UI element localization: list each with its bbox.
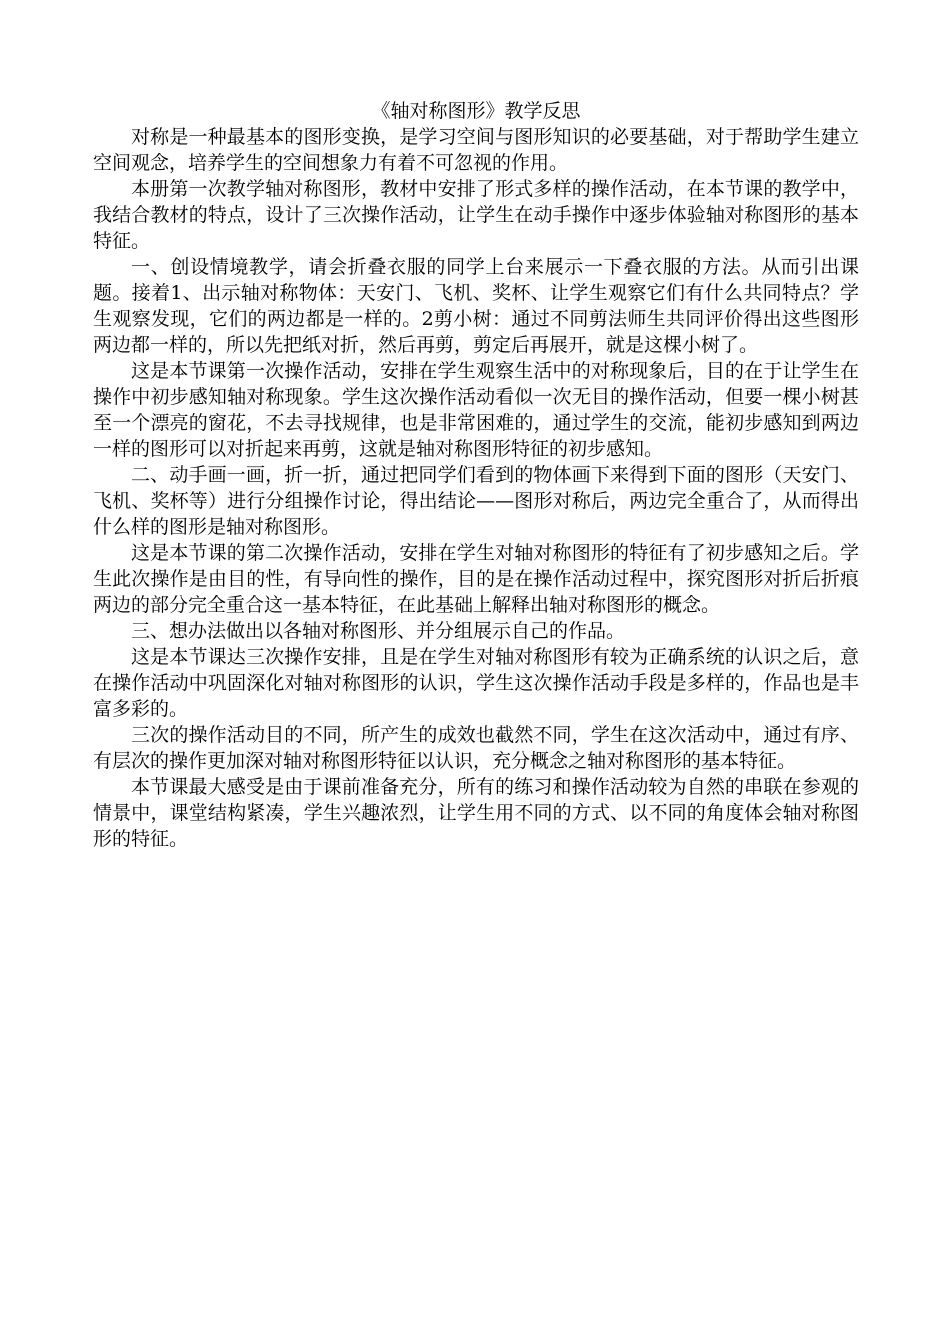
paragraph-intro: 对称是一种最基本的图形变换，是学习空间与图形知识的必要基础，对于帮助学生建立空间观念，培养学生的空间想象力有着不可忽视的作用。: [93, 126, 859, 174]
paragraph-summary: 三次的操作活动目的不同，所产生的成效也截然不同，学生在这次活动中，通过有序、有层次的操作更加深对轴对称图形特征以认识，充分概念之轴对称图形的基本特征。: [93, 724, 859, 772]
paragraph-activity-two: 二、动手画一画，折一折，通过把同学们看到的物体画下来得到下面的图形（天安门、飞机、奖杯等）进行分组操作讨论，得出结论——图形对称后，两边完全重合了，从而得出什么样的图形是轴对称图形。: [93, 464, 859, 538]
paragraph-activity-one: 一、创设情境教学，请会折叠衣服的同学上台来展示一下叠衣服的方法。从而引出课题。接着1、出示轴对称物体：天安门、飞机、奖杯、让学生观察它们有什么共同特点？学生观察发现，它们的两边都是一样的。2剪小树：通过不同剪法师生共同评价得出这些图形两边都一样的，所以先把纸对折，然后再剪，剪定后再展开，就是这棵小树了。: [93, 256, 859, 356]
paragraph-activity-two-reflection: 这是本节课的第二次操作活动，安排在学生对轴对称图形的特征有了初步感知之后。学生此次操作是由目的性，有导向性的操作，目的是在操作活动过程中，探究图形对折后折痕两边的部分完全重合这一基本特征，在此基础上解释出轴对称图形的概念。: [93, 542, 859, 616]
paragraph-activity-one-reflection: 这是本节课第一次操作活动，安排在学生观察生活中的对称现象后，目的在于让学生在操作中初步感知轴对称现象。学生这次操作活动看似一次无目的操作活动，但要一棵小树甚至一个漂亮的窗花，不去寻找规律，也是非常困难的，通过学生的交流，能初步感知到两边一样的图形可以对折起来再剪，这就是轴对称图形特征的初步感知。: [93, 360, 859, 460]
paragraph-activity-three: 三、想办法做出以各轴对称图形、并分组展示自己的作品。: [131, 620, 626, 642]
paragraph-overview: 本册第一次教学轴对称图形，教材中安排了形式多样的操作活动，在本节课的教学中，我结合教材的特点，设计了三次操作活动，让学生在动手操作中逐步体验轴对称图形的基本特征。: [93, 178, 859, 252]
paragraph-conclusion: 本节课最大感受是由于课前准备充分，所有的练习和操作活动较为自然的串联在参观的情景中，课堂结构紧凑，学生兴趣浓烈，让学生用不同的方式、以不同的角度体会轴对称图形的特征。: [93, 776, 859, 850]
paragraph-activity-three-reflection: 这是本节课达三次操作安排，且是在学生对轴对称图形有较为正确系统的认识之后，意在操作活动中巩固深化对轴对称图形的认识，学生这次操作活动手段是多样的，作品也是丰富多彩的。: [93, 646, 859, 720]
document-title: 《轴对称图形》教学反思: [371, 100, 581, 122]
document-body: [93, 98, 859, 852]
